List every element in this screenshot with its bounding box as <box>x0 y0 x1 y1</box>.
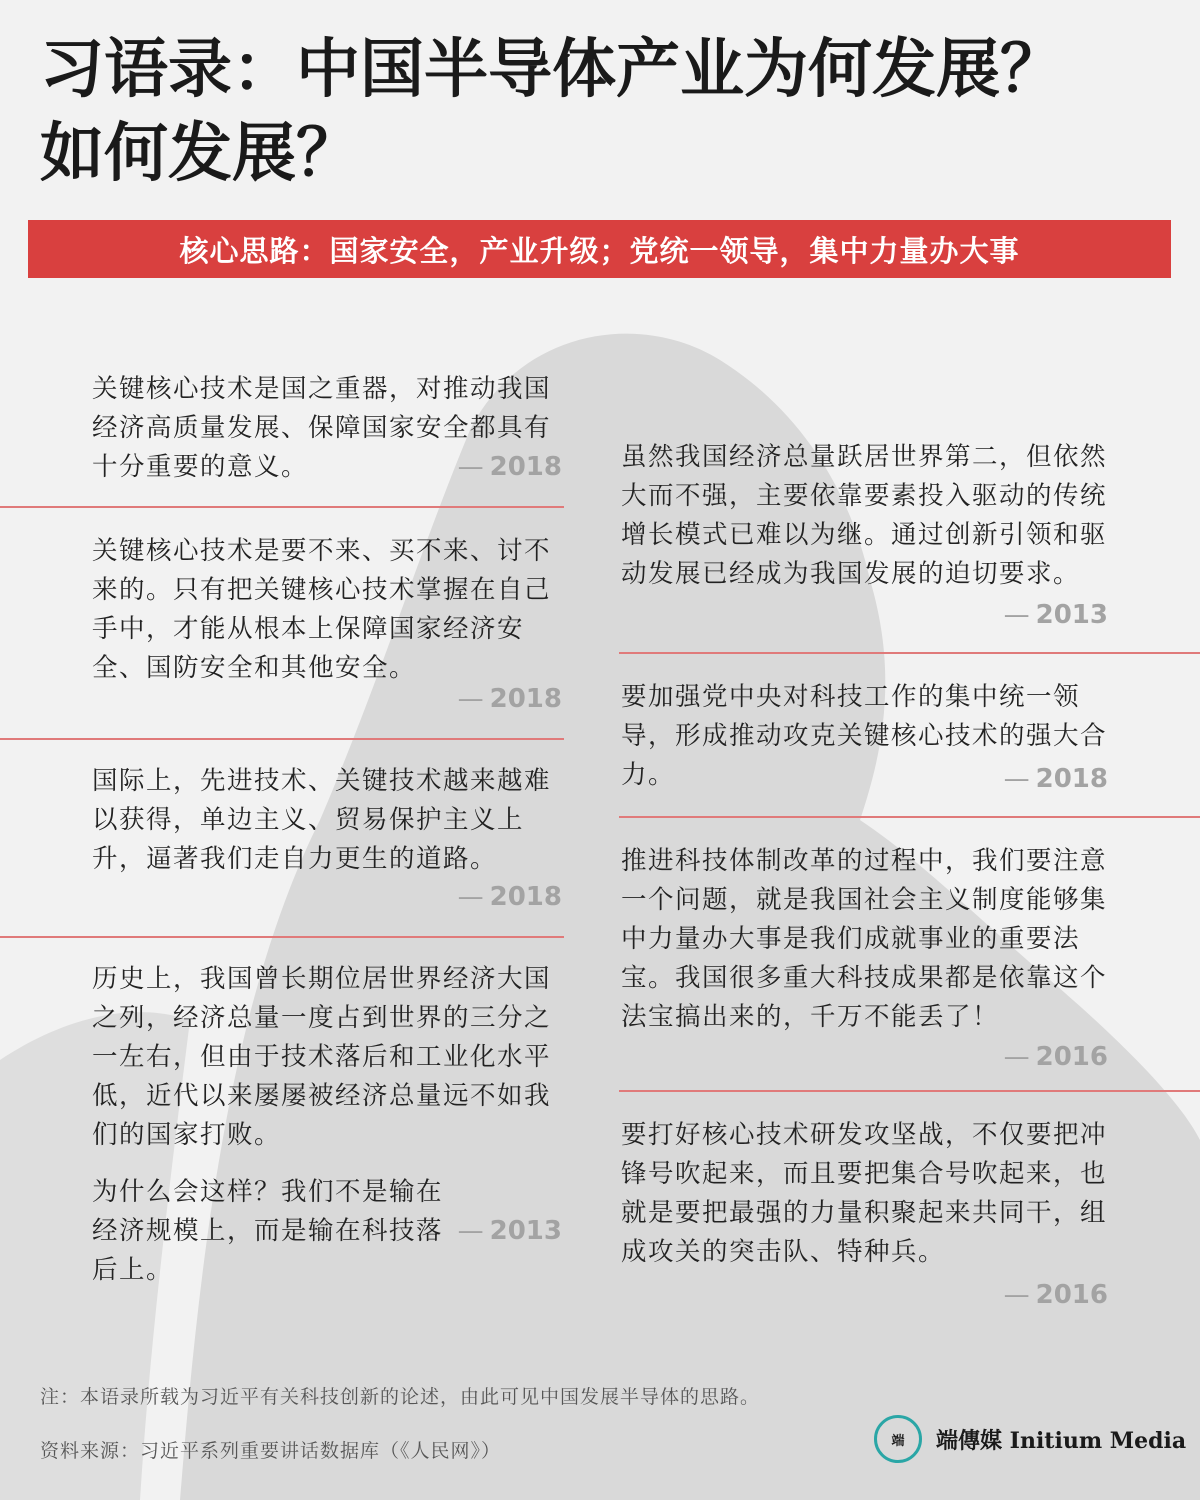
year-dash: — <box>1003 764 1030 794</box>
year-dash: — <box>457 882 484 912</box>
footnote: 注：本语录所载为习近平有关科技创新的论述，由此可见中国发展半导体的思路。 <box>40 1386 761 1408</box>
page-title <box>40 28 1160 196</box>
year-value: 2016 <box>1035 1042 1108 1072</box>
quote-block <box>0 360 564 506</box>
year-value: 2018 <box>489 684 562 714</box>
year-dash: — <box>457 684 484 714</box>
quote-block <box>0 740 564 936</box>
title-line-2: 如何发展？ <box>40 117 360 191</box>
quote-block <box>0 938 564 1285</box>
quote-text: 推进科技体制改革的过程中，我们要注意一个问题，就是我国社会主义制度能够集中力量办大事是我们成就事业的重要法宝。我国很多重大科技成果都是依靠这个法宝搞出来的，千万不能丢了！ <box>621 846 1108 1032</box>
quote-text: 要打好核心技术研发攻坚战，不仅要把冲锋号吹起来，而且要把集合号吹起来，也就是要把最强的力量积聚起来共同干，组成攻关的突击队、特种兵。 <box>621 1120 1108 1267</box>
quote-text: 要加强党中央对科技工作的集中统一领导，形成推动攻克关键核心技术的强大合力。 <box>621 682 1108 790</box>
quote-text: 关键核心技术是要不来、买不来、讨不来的。只有把关键核心技术掌握在自己手中，才能从根本上保障国家经济安全、国防安全和其他安全。 <box>92 536 552 683</box>
initium-logo <box>874 1415 1186 1463</box>
quote-year <box>0 1216 562 1246</box>
quote-year <box>619 600 1108 630</box>
left-quote-column <box>0 360 564 1285</box>
quote-text-continued: 为什么会这样？我们不是输在经济规模上，而是输在科技落后上。 <box>92 1177 444 1285</box>
quote-year <box>0 882 562 912</box>
title-line-1: 习语录：中国半导体产业为何发展？ <box>40 33 1064 107</box>
year-dash: — <box>1003 600 1030 630</box>
quote-text: 国际上，先进技术、关键技术越来越难以获得，单边主义、贸易保护主义上升，逼著我们走自力更生的道路。 <box>92 766 552 874</box>
year-value: 2016 <box>1035 1280 1108 1310</box>
quote-block <box>0 508 564 738</box>
year-dash: — <box>1003 1042 1030 1072</box>
core-idea-banner: 核心思路：国家安全，产业升级；党统一领导，集中力量办大事 <box>28 220 1171 278</box>
quote-block <box>619 430 1200 652</box>
quote-year <box>0 452 562 482</box>
year-dash: — <box>457 1216 484 1246</box>
quote-year <box>619 1042 1108 1072</box>
year-dash: — <box>457 452 484 482</box>
quote-block <box>619 1092 1200 1322</box>
logo-name: 端傳媒 Initium Media <box>936 1427 1187 1454</box>
logo-mark-icon: 端 <box>874 1415 922 1463</box>
year-value: 2013 <box>1035 600 1108 630</box>
quote-block <box>619 654 1200 816</box>
right-quote-column <box>619 430 1200 1322</box>
year-value: 2013 <box>489 1216 562 1246</box>
quote-year <box>619 1280 1108 1310</box>
year-value: 2018 <box>489 452 562 482</box>
quote-year <box>619 764 1108 794</box>
year-value: 2018 <box>489 882 562 912</box>
source-note: 资料来源：习近平系列重要讲话数据库（《人民网》） <box>40 1440 502 1462</box>
year-value: 2018 <box>1035 764 1108 794</box>
quote-block <box>619 818 1200 1090</box>
quote-text: 历史上，我国曾长期位居世界经济大国之列，经济总量一度占到世界的三分之一左右，但由于技术落后和工业化水平低，近代以来屡屡被经济总量远不如我们的国家打败。 <box>92 964 552 1150</box>
quote-text: 关键核心技术是国之重器，对推动我国经济高质量发展、保障国家安全都具有十分重要的意义。 <box>92 374 552 482</box>
quote-year <box>0 684 562 714</box>
year-dash: — <box>1003 1280 1030 1310</box>
quote-text: 虽然我国经济总量跃居世界第二，但依然大而不强，主要依靠要素投入驱动的传统增长模式已难以为继。通过创新引领和驱动发展已经成为我国发展的迫切要求。 <box>621 442 1108 589</box>
